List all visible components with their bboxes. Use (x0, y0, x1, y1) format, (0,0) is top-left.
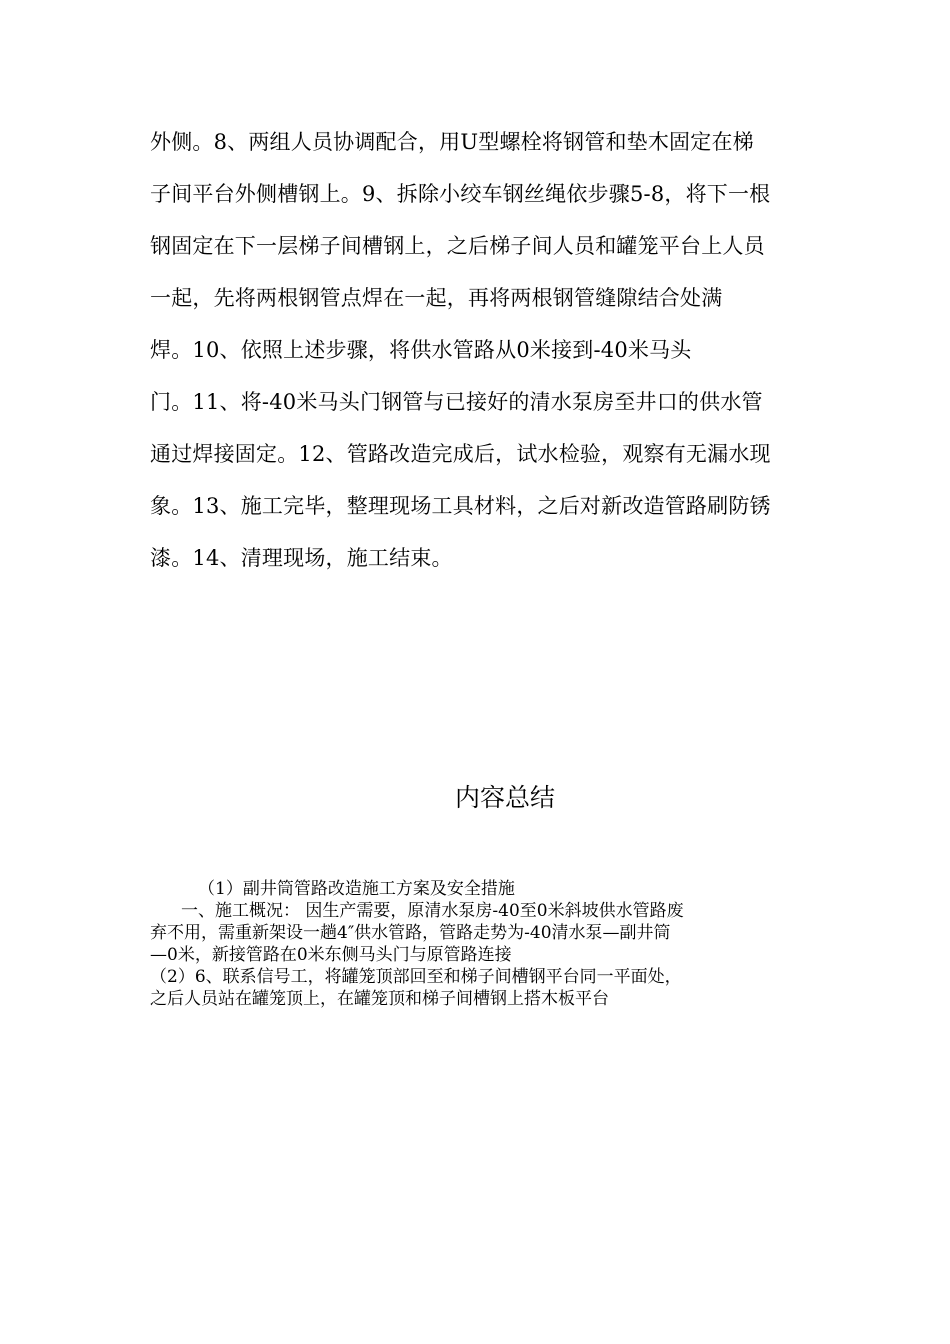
summary-line: （2）6、联系信号工，将罐笼顶部回至和梯子间槽钢平台同一平面处， (150, 967, 682, 987)
body-line: 一起，先将两根钢管点焊在一起，再将两根钢管缝隙结合处满 (150, 286, 723, 310)
body-line: 外侧。8、两组人员协调配合，用U型螺栓将钢管和垫木固定在梯 (150, 130, 754, 154)
summary-line: 弃不用，需重新架设一趟4″供水管路，管路走势为-40清水泵—副井筒 (150, 923, 671, 943)
summary-line: 一、施工概况： 因生产需要，原清水泵房-40至0米斜坡供水管路废 (181, 901, 684, 921)
body-line: 通过焊接固定。12、管路改造完成后，试水检验，观察有无漏水现 (150, 442, 771, 466)
body-line: 钢固定在下一层梯子间槽钢上，之后梯子间人员和罐笼平台上人员 (150, 234, 765, 258)
summary-line: 之后人员站在罐笼顶上，在罐笼顶和梯子间槽钢上搭木板平台 (150, 989, 609, 1009)
body-line: 子间平台外侧槽钢上。9、拆除小绞车钢丝绳依步骤5-8，将下一根 (150, 182, 771, 206)
body-line: 漆。14、清理现场，施工结束。 (150, 546, 453, 570)
summary-line: —0米，新接管路在0米东侧马头门与原管路连接 (150, 945, 512, 965)
body-line: 焊。10、依照上述步骤，将供水管路从0米接到-40米马头 (150, 338, 692, 362)
body-text (150, 116, 810, 584)
body-line: 门。11、将-40米马头门钢管与已接好的清水泵房至井口的供水管 (150, 390, 763, 414)
body-line: 象。13、施工完毕，整理现场工具材料，之后对新改造管路刷防锈 (150, 494, 771, 518)
summary-heading: 内容总结 (454, 783, 555, 812)
summary-line: （1）副井筒管路改造施工方案及安全措施 (198, 879, 515, 899)
summary-text (150, 878, 810, 1010)
